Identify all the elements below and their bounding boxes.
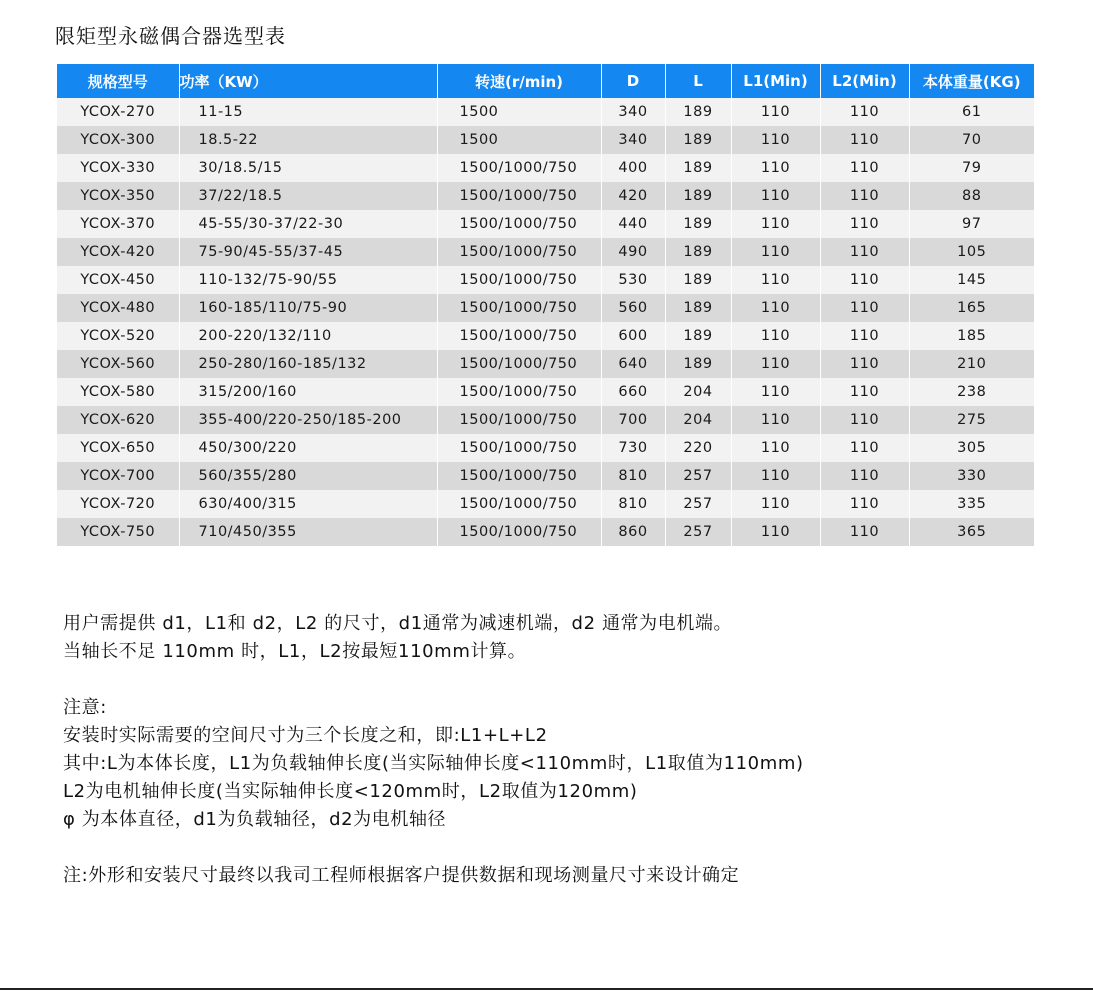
cell-model: YCOX-420 xyxy=(57,238,179,266)
cell-l: 189 xyxy=(665,238,731,266)
cell-model: YCOX-520 xyxy=(57,322,179,350)
cell-power: 355-400/220-250/185-200 xyxy=(179,406,437,434)
cell-l2: 110 xyxy=(820,126,909,154)
cell-d: 600 xyxy=(601,322,665,350)
cell-l: 189 xyxy=(665,322,731,350)
table-row xyxy=(57,350,1034,378)
final-note: 注:外形和安装尺寸最终以我司工程师根据客户提供数据和现场测量尺寸来设计确定 xyxy=(63,865,740,886)
cell-speed: 1500/1000/750 xyxy=(437,322,601,350)
cell-l2: 110 xyxy=(820,98,909,126)
table-row xyxy=(57,406,1034,434)
cell-l2: 110 xyxy=(820,518,909,546)
cell-power: 630/400/315 xyxy=(179,490,437,518)
cell-d: 730 xyxy=(601,434,665,462)
cell-speed: 1500/1000/750 xyxy=(437,434,601,462)
cell-weight: 61 xyxy=(909,98,1034,126)
table-row xyxy=(57,126,1034,154)
cell-weight: 365 xyxy=(909,518,1034,546)
cell-speed: 1500/1000/750 xyxy=(437,518,601,546)
table-row xyxy=(57,210,1034,238)
cell-power: 450/300/220 xyxy=(179,434,437,462)
cell-l2: 110 xyxy=(820,294,909,322)
cell-speed: 1500/1000/750 xyxy=(437,182,601,210)
notes-section xyxy=(63,610,804,890)
cell-weight: 185 xyxy=(909,322,1034,350)
cell-model: YCOX-450 xyxy=(57,266,179,294)
cell-l1: 110 xyxy=(731,406,820,434)
table-row xyxy=(57,518,1034,546)
cell-d: 490 xyxy=(601,238,665,266)
note-line: 用户需提供 d1，L1和 d2，L2 的尺寸，d1通常为减速机端，d2 通常为电机端。 xyxy=(63,613,733,634)
table-row xyxy=(57,490,1034,518)
note-heading: 注意: xyxy=(63,697,107,718)
header-d: D xyxy=(601,64,665,98)
table-row xyxy=(57,378,1034,406)
cell-model: YCOX-270 xyxy=(57,98,179,126)
table-row xyxy=(57,462,1034,490)
table-row xyxy=(57,322,1034,350)
cell-l2: 110 xyxy=(820,210,909,238)
cell-model: YCOX-370 xyxy=(57,210,179,238)
cell-l2: 110 xyxy=(820,322,909,350)
cell-d: 640 xyxy=(601,350,665,378)
note-line: 安装时实际需要的空间尺寸为三个长度之和，即:L1+L+L2 xyxy=(63,725,548,746)
bottom-divider xyxy=(0,988,1093,990)
cell-d: 700 xyxy=(601,406,665,434)
cell-l2: 110 xyxy=(820,238,909,266)
table-row xyxy=(57,154,1034,182)
cell-l1: 110 xyxy=(731,154,820,182)
cell-model: YCOX-350 xyxy=(57,182,179,210)
cell-l: 257 xyxy=(665,462,731,490)
cell-power: 315/200/160 xyxy=(179,378,437,406)
header-weight: 本体重量(KG) xyxy=(909,64,1034,98)
cell-l1: 110 xyxy=(731,126,820,154)
cell-d: 810 xyxy=(601,490,665,518)
cell-l2: 110 xyxy=(820,350,909,378)
cell-d: 810 xyxy=(601,462,665,490)
cell-model: YCOX-620 xyxy=(57,406,179,434)
table-row xyxy=(57,294,1034,322)
cell-d: 530 xyxy=(601,266,665,294)
cell-l2: 110 xyxy=(820,406,909,434)
cell-l: 257 xyxy=(665,518,731,546)
cell-weight: 335 xyxy=(909,490,1034,518)
cell-model: YCOX-300 xyxy=(57,126,179,154)
cell-l1: 110 xyxy=(731,518,820,546)
cell-l: 204 xyxy=(665,406,731,434)
cell-weight: 330 xyxy=(909,462,1034,490)
cell-l2: 110 xyxy=(820,266,909,294)
cell-weight: 275 xyxy=(909,406,1034,434)
note-line: 其中:L为本体长度，L1为负载轴伸长度(当实际轴伸长度<110mm时，L1取值为110mm) xyxy=(63,753,804,774)
cell-model: YCOX-480 xyxy=(57,294,179,322)
note-line: φ 为本体直径，d1为负载轴径，d2为电机轴径 xyxy=(63,809,447,830)
cell-l: 189 xyxy=(665,294,731,322)
cell-weight: 97 xyxy=(909,210,1034,238)
cell-d: 420 xyxy=(601,182,665,210)
cell-speed: 1500/1000/750 xyxy=(437,238,601,266)
cell-weight: 165 xyxy=(909,294,1034,322)
cell-speed: 1500/1000/750 xyxy=(437,266,601,294)
table-row xyxy=(57,434,1034,462)
cell-l2: 110 xyxy=(820,378,909,406)
cell-d: 860 xyxy=(601,518,665,546)
cell-weight: 238 xyxy=(909,378,1034,406)
cell-model: YCOX-720 xyxy=(57,490,179,518)
cell-power: 37/22/18.5 xyxy=(179,182,437,210)
cell-speed: 1500/1000/750 xyxy=(437,378,601,406)
cell-model: YCOX-700 xyxy=(57,462,179,490)
cell-power: 200-220/132/110 xyxy=(179,322,437,350)
cell-weight: 305 xyxy=(909,434,1034,462)
cell-l: 189 xyxy=(665,154,731,182)
cell-speed: 1500/1000/750 xyxy=(437,210,601,238)
cell-l1: 110 xyxy=(731,294,820,322)
cell-weight: 88 xyxy=(909,182,1034,210)
table-header-row xyxy=(57,64,1034,98)
cell-weight: 70 xyxy=(909,126,1034,154)
cell-l: 220 xyxy=(665,434,731,462)
table-row xyxy=(57,98,1034,126)
cell-l: 189 xyxy=(665,210,731,238)
cell-power: 560/355/280 xyxy=(179,462,437,490)
cell-l: 189 xyxy=(665,98,731,126)
cell-l1: 110 xyxy=(731,98,820,126)
cell-l1: 110 xyxy=(731,266,820,294)
cell-speed: 1500/1000/750 xyxy=(437,490,601,518)
table-row xyxy=(57,182,1034,210)
table-row xyxy=(57,266,1034,294)
cell-l1: 110 xyxy=(731,350,820,378)
cell-l1: 110 xyxy=(731,210,820,238)
cell-l2: 110 xyxy=(820,434,909,462)
header-l2: L2(Min) xyxy=(820,64,909,98)
cell-l: 189 xyxy=(665,266,731,294)
table-body xyxy=(57,98,1034,546)
cell-weight: 105 xyxy=(909,238,1034,266)
cell-d: 340 xyxy=(601,98,665,126)
cell-d: 440 xyxy=(601,210,665,238)
cell-l2: 110 xyxy=(820,462,909,490)
cell-power: 110-132/75-90/55 xyxy=(179,266,437,294)
cell-model: YCOX-650 xyxy=(57,434,179,462)
cell-speed: 1500 xyxy=(437,98,601,126)
cell-d: 560 xyxy=(601,294,665,322)
cell-l1: 110 xyxy=(731,182,820,210)
cell-power: 11-15 xyxy=(179,98,437,126)
cell-l1: 110 xyxy=(731,238,820,266)
cell-l: 204 xyxy=(665,378,731,406)
cell-l1: 110 xyxy=(731,490,820,518)
header-l: L xyxy=(665,64,731,98)
cell-l2: 110 xyxy=(820,154,909,182)
cell-speed: 1500/1000/750 xyxy=(437,350,601,378)
cell-weight: 79 xyxy=(909,154,1034,182)
header-model: 规格型号 xyxy=(57,64,179,98)
cell-l1: 110 xyxy=(731,434,820,462)
header-l1: L1(Min) xyxy=(731,64,820,98)
cell-weight: 210 xyxy=(909,350,1034,378)
cell-l: 189 xyxy=(665,182,731,210)
cell-d: 340 xyxy=(601,126,665,154)
cell-power: 250-280/160-185/132 xyxy=(179,350,437,378)
cell-speed: 1500 xyxy=(437,126,601,154)
header-speed: 转速(r/min) xyxy=(437,64,601,98)
cell-model: YCOX-750 xyxy=(57,518,179,546)
cell-power: 75-90/45-55/37-45 xyxy=(179,238,437,266)
cell-power: 30/18.5/15 xyxy=(179,154,437,182)
selection-table xyxy=(57,64,1034,546)
cell-d: 400 xyxy=(601,154,665,182)
cell-l2: 110 xyxy=(820,182,909,210)
cell-speed: 1500/1000/750 xyxy=(437,406,601,434)
note-line: L2为电机轴伸长度(当实际轴伸长度<120mm时，L2取值为120mm) xyxy=(63,781,638,802)
cell-d: 660 xyxy=(601,378,665,406)
cell-model: YCOX-580 xyxy=(57,378,179,406)
cell-weight: 145 xyxy=(909,266,1034,294)
cell-speed: 1500/1000/750 xyxy=(437,154,601,182)
cell-l2: 110 xyxy=(820,490,909,518)
cell-l1: 110 xyxy=(731,322,820,350)
cell-model: YCOX-330 xyxy=(57,154,179,182)
cell-speed: 1500/1000/750 xyxy=(437,462,601,490)
cell-speed: 1500/1000/750 xyxy=(437,294,601,322)
cell-power: 18.5-22 xyxy=(179,126,437,154)
cell-power: 45-55/30-37/22-30 xyxy=(179,210,437,238)
cell-l1: 110 xyxy=(731,378,820,406)
table-row xyxy=(57,238,1034,266)
note-line: 当轴长不足 110mm 时，L1，L2按最短110mm计算。 xyxy=(63,641,527,662)
cell-l: 257 xyxy=(665,490,731,518)
cell-power: 160-185/110/75-90 xyxy=(179,294,437,322)
header-power: 功率（KW） xyxy=(179,64,437,98)
cell-l: 189 xyxy=(665,126,731,154)
page-title: 限矩型永磁偶合器选型表 xyxy=(55,24,286,48)
cell-power: 710/450/355 xyxy=(179,518,437,546)
cell-model: YCOX-560 xyxy=(57,350,179,378)
cell-l: 189 xyxy=(665,350,731,378)
cell-l1: 110 xyxy=(731,462,820,490)
